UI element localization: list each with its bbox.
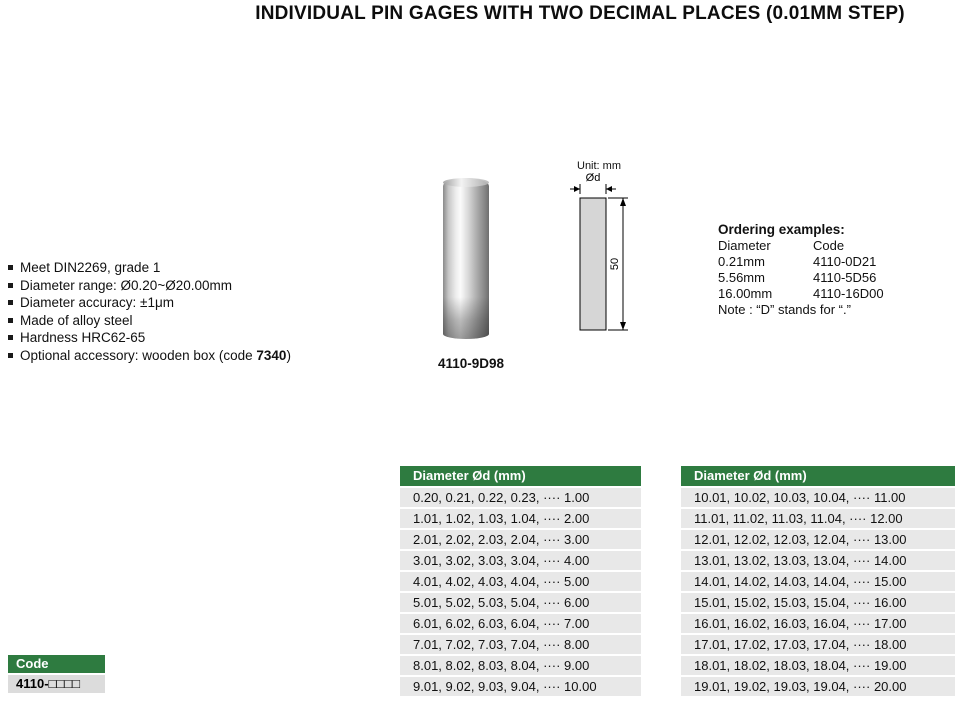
table-row: 1.01, 1.02, 1.03, 1.04, ···· 2.00 [400, 509, 641, 528]
table-header: Diameter Ød (mm) [400, 466, 641, 486]
feature-item [8, 259, 291, 277]
feature-text: Made of alloy steel [20, 312, 133, 328]
bullet-icon [8, 335, 13, 340]
feature-text: Hardness HRC62-65 [20, 330, 146, 345]
unit-label: Unit: mm [577, 160, 621, 172]
ordering-diameter-value: 0.21mm [718, 254, 765, 269]
table-row: 15.01, 15.02, 15.03, 15.04, ···· 16.00 [681, 593, 955, 612]
arrowhead-icon [606, 186, 612, 192]
feature-text: Diameter accuracy: ±1μm [20, 295, 174, 310]
ordering-examples [718, 222, 948, 318]
arrowhead-icon [620, 198, 626, 206]
table-row: 18.01, 18.02, 18.03, 18.04, ···· 19.00 [681, 656, 955, 675]
diameter-table-right [681, 466, 955, 696]
table-row: 13.01, 13.02, 13.03, 13.04, ···· 14.00 [681, 551, 955, 570]
table-row: 11.01, 11.02, 11.03, 11.04, ···· 12.00 [681, 509, 955, 528]
feature-item [8, 347, 291, 365]
feature-item [8, 312, 291, 330]
table-row: 17.01, 17.02, 17.03, 17.04, ···· 18.00 [681, 635, 955, 654]
table-row: 6.01, 6.02, 6.03, 6.04, ···· 7.00 [400, 614, 641, 633]
code-box [8, 655, 105, 693]
bullet-icon [8, 318, 13, 323]
table-row: 12.01, 12.02, 12.03, 12.04, ···· 13.00 [681, 530, 955, 549]
table-row: 9.01, 9.02, 9.03, 9.04, ···· 10.00 [400, 677, 641, 696]
bullet-icon [8, 353, 13, 358]
feature-item [8, 329, 291, 347]
length-dim-label: 50 [609, 257, 621, 271]
table-row: 7.01, 7.02, 7.03, 7.04, ···· 8.00 [400, 635, 641, 654]
arrowhead-icon [574, 186, 580, 192]
features-list [8, 259, 291, 364]
ordering-heading: Ordering examples: [718, 222, 845, 237]
ordering-code-value: 4110-0D21 [813, 254, 877, 269]
feature-text: Meet DIN2269, grade 1 [20, 260, 161, 275]
ordering-diameter-value: 16.00mm [718, 286, 773, 301]
ordering-code-value: 4110-5D56 [813, 270, 877, 285]
bullet-icon [8, 300, 13, 305]
arrowhead-icon [620, 322, 626, 330]
product-code-label: 4110-9D98 [437, 356, 505, 371]
dimension-drawing [568, 170, 638, 342]
table-row: 5.01, 5.02, 5.03, 5.04, ···· 6.00 [400, 593, 641, 612]
code-box-value: 4110-□□□□ [8, 675, 105, 693]
table-row: 10.01, 10.02, 10.03, 10.04, ···· 11.00 [681, 488, 955, 507]
feature-item [8, 277, 291, 295]
ordering-diameter-value: 5.56mm [718, 270, 765, 285]
pin-gage-image [443, 178, 489, 339]
diameter-dim-label: Ød [585, 172, 601, 184]
diameter-table-left [400, 466, 641, 696]
feature-item [8, 294, 291, 312]
bullet-icon [8, 265, 13, 270]
table-row: 19.01, 19.02, 19.03, 19.04, ···· 20.00 [681, 677, 955, 696]
table-row: 14.01, 14.02, 14.03, 14.04, ···· 15.00 [681, 572, 955, 591]
feature-text: Optional accessory: wooden box (code [20, 347, 257, 363]
table-row: 3.01, 3.02, 3.03, 3.04, ···· 4.00 [400, 551, 641, 570]
table-header: Diameter Ød (mm) [681, 466, 955, 486]
ordering-note: Note : “D” stands for “.” [718, 302, 851, 317]
table-row: 8.01, 8.02, 8.03, 8.04, ···· 9.00 [400, 656, 641, 675]
pin-outline-rect [580, 198, 606, 330]
table-row: 4.01, 4.02, 4.03, 4.04, ···· 5.00 [400, 572, 641, 591]
code-box-header: Code [8, 655, 105, 673]
ordering-code-value: 4110-16D00 [813, 286, 884, 301]
accessory-code: 7340 [256, 347, 287, 363]
table-row: 0.20, 0.21, 0.22, 0.23, ···· 1.00 [400, 488, 641, 507]
feature-text: Diameter range: Ø0.20~Ø20.00mm [20, 277, 232, 293]
ordering-col-code: Code [813, 238, 845, 253]
table-row: 2.01, 2.02, 2.03, 2.04, ···· 3.00 [400, 530, 641, 549]
table-row: 16.01, 16.02, 16.03, 16.04, ···· 17.00 [681, 614, 955, 633]
ordering-col-diameter: Diameter [718, 238, 771, 253]
ordering-table [718, 238, 948, 302]
bullet-icon [8, 283, 13, 288]
page-title: INDIVIDUAL PIN GAGES WITH TWO DECIMAL PLACES (0.01MM STEP) [255, 3, 905, 24]
feature-text: ) [286, 347, 291, 363]
